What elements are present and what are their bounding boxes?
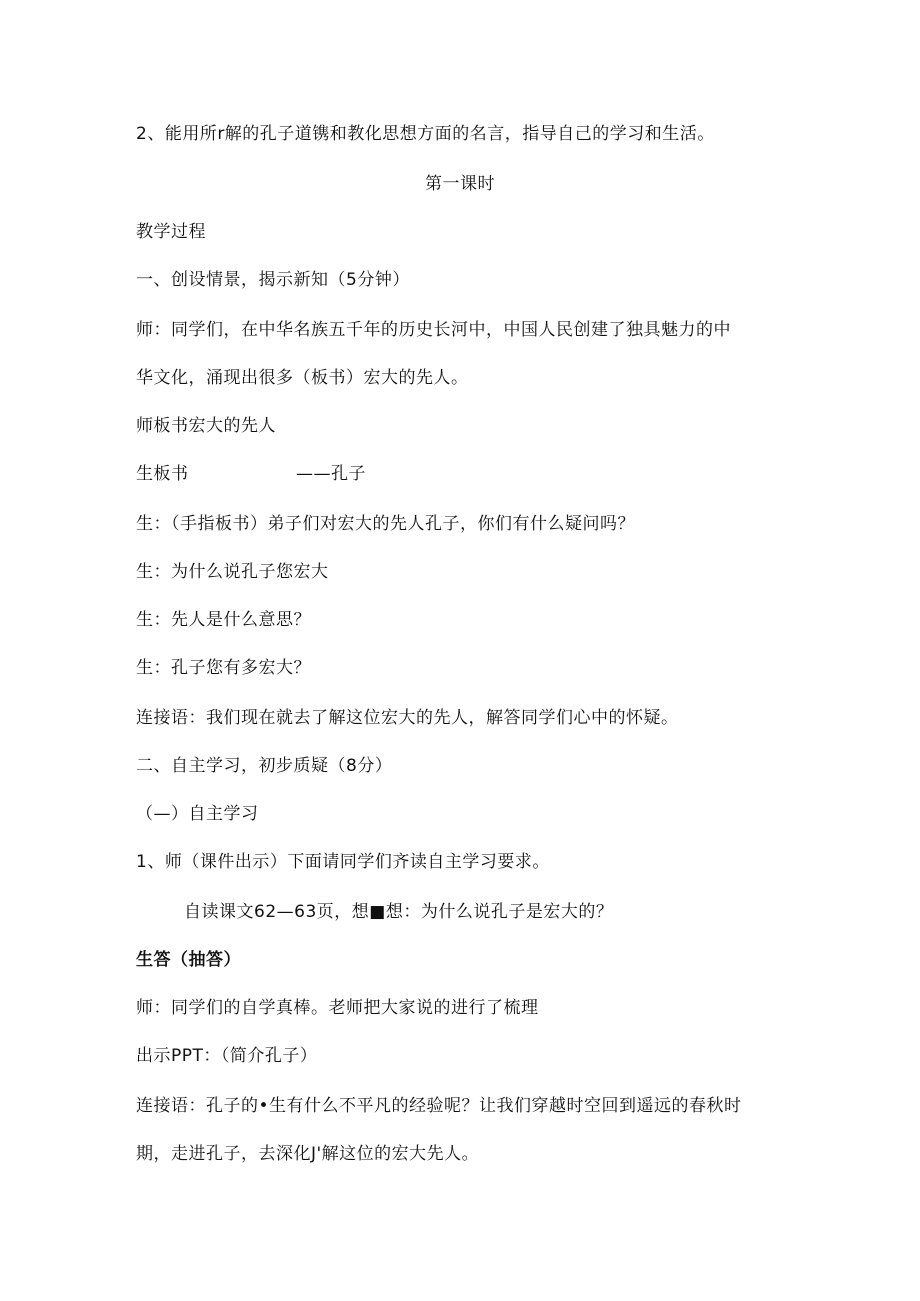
step-2-heading: 二、自主学习，初步质疑（8分） — [136, 756, 393, 776]
paragraph-line-left: 生板书 — [136, 464, 189, 484]
paragraph-line: 师板书宏大的先人 — [136, 416, 276, 436]
paragraph-line: 生：先人是什么意思？ — [136, 610, 311, 630]
lesson-heading: 第一课时 — [425, 174, 495, 194]
sub-heading: （—）自主学习 — [136, 804, 259, 824]
paragraph-line: 出示PPT：（简介孔子） — [136, 1046, 318, 1066]
objective-2-text: 2、能用所r解的孔子道镌和教化思想方面的名言，指导自己的学习和生活。 — [136, 124, 715, 144]
paragraph-line: 生：（手指板书）弟子们对宏大的先人孔子，你们有什么疑问吗？ — [136, 514, 635, 534]
paragraph-line: 生：为什么说孔子您宏大 — [136, 562, 329, 582]
paragraph-line-right: ——孔子 — [296, 464, 366, 484]
indented-instruction: 自读课文62—63页，想■想：为什么说孔子是宏大的？ — [184, 902, 614, 922]
paragraph-line-bold: 生答（抽答） — [136, 950, 241, 970]
section-heading-teaching-process: 教学过程 — [136, 222, 206, 242]
paragraph-line: 华文化，涌现出很多（板书）宏大的先人。 — [136, 368, 469, 388]
paragraph-line: 师：同学们的自学真棒。老师把大家说的进行了梳理 — [136, 998, 539, 1018]
paragraph-line: 1、师（课件出示）下面请同学们齐读自主学习要求。 — [136, 852, 550, 872]
paragraph-line: 期，走进孔子，去深化J'解这位的宏大先人。 — [136, 1144, 480, 1164]
paragraph-line: 师：同学们，在中华名族五千年的历史长河中，中国人民创建了独具魅力的中 — [136, 320, 731, 340]
paragraph-line: 生：孔子您有多宏大？ — [136, 658, 311, 678]
paragraph-line: 连接语：我们现在就去了解这位宏大的先人，解答同学们心中的怀疑。 — [136, 708, 679, 728]
step-1-heading: 一、创设情景，揭示新知（5分钟） — [136, 270, 410, 290]
paragraph-line: 连接语：孔子的•生有什么不平凡的经验呢？让我们穿越时空回到遥远的春秋时 — [136, 1096, 742, 1116]
